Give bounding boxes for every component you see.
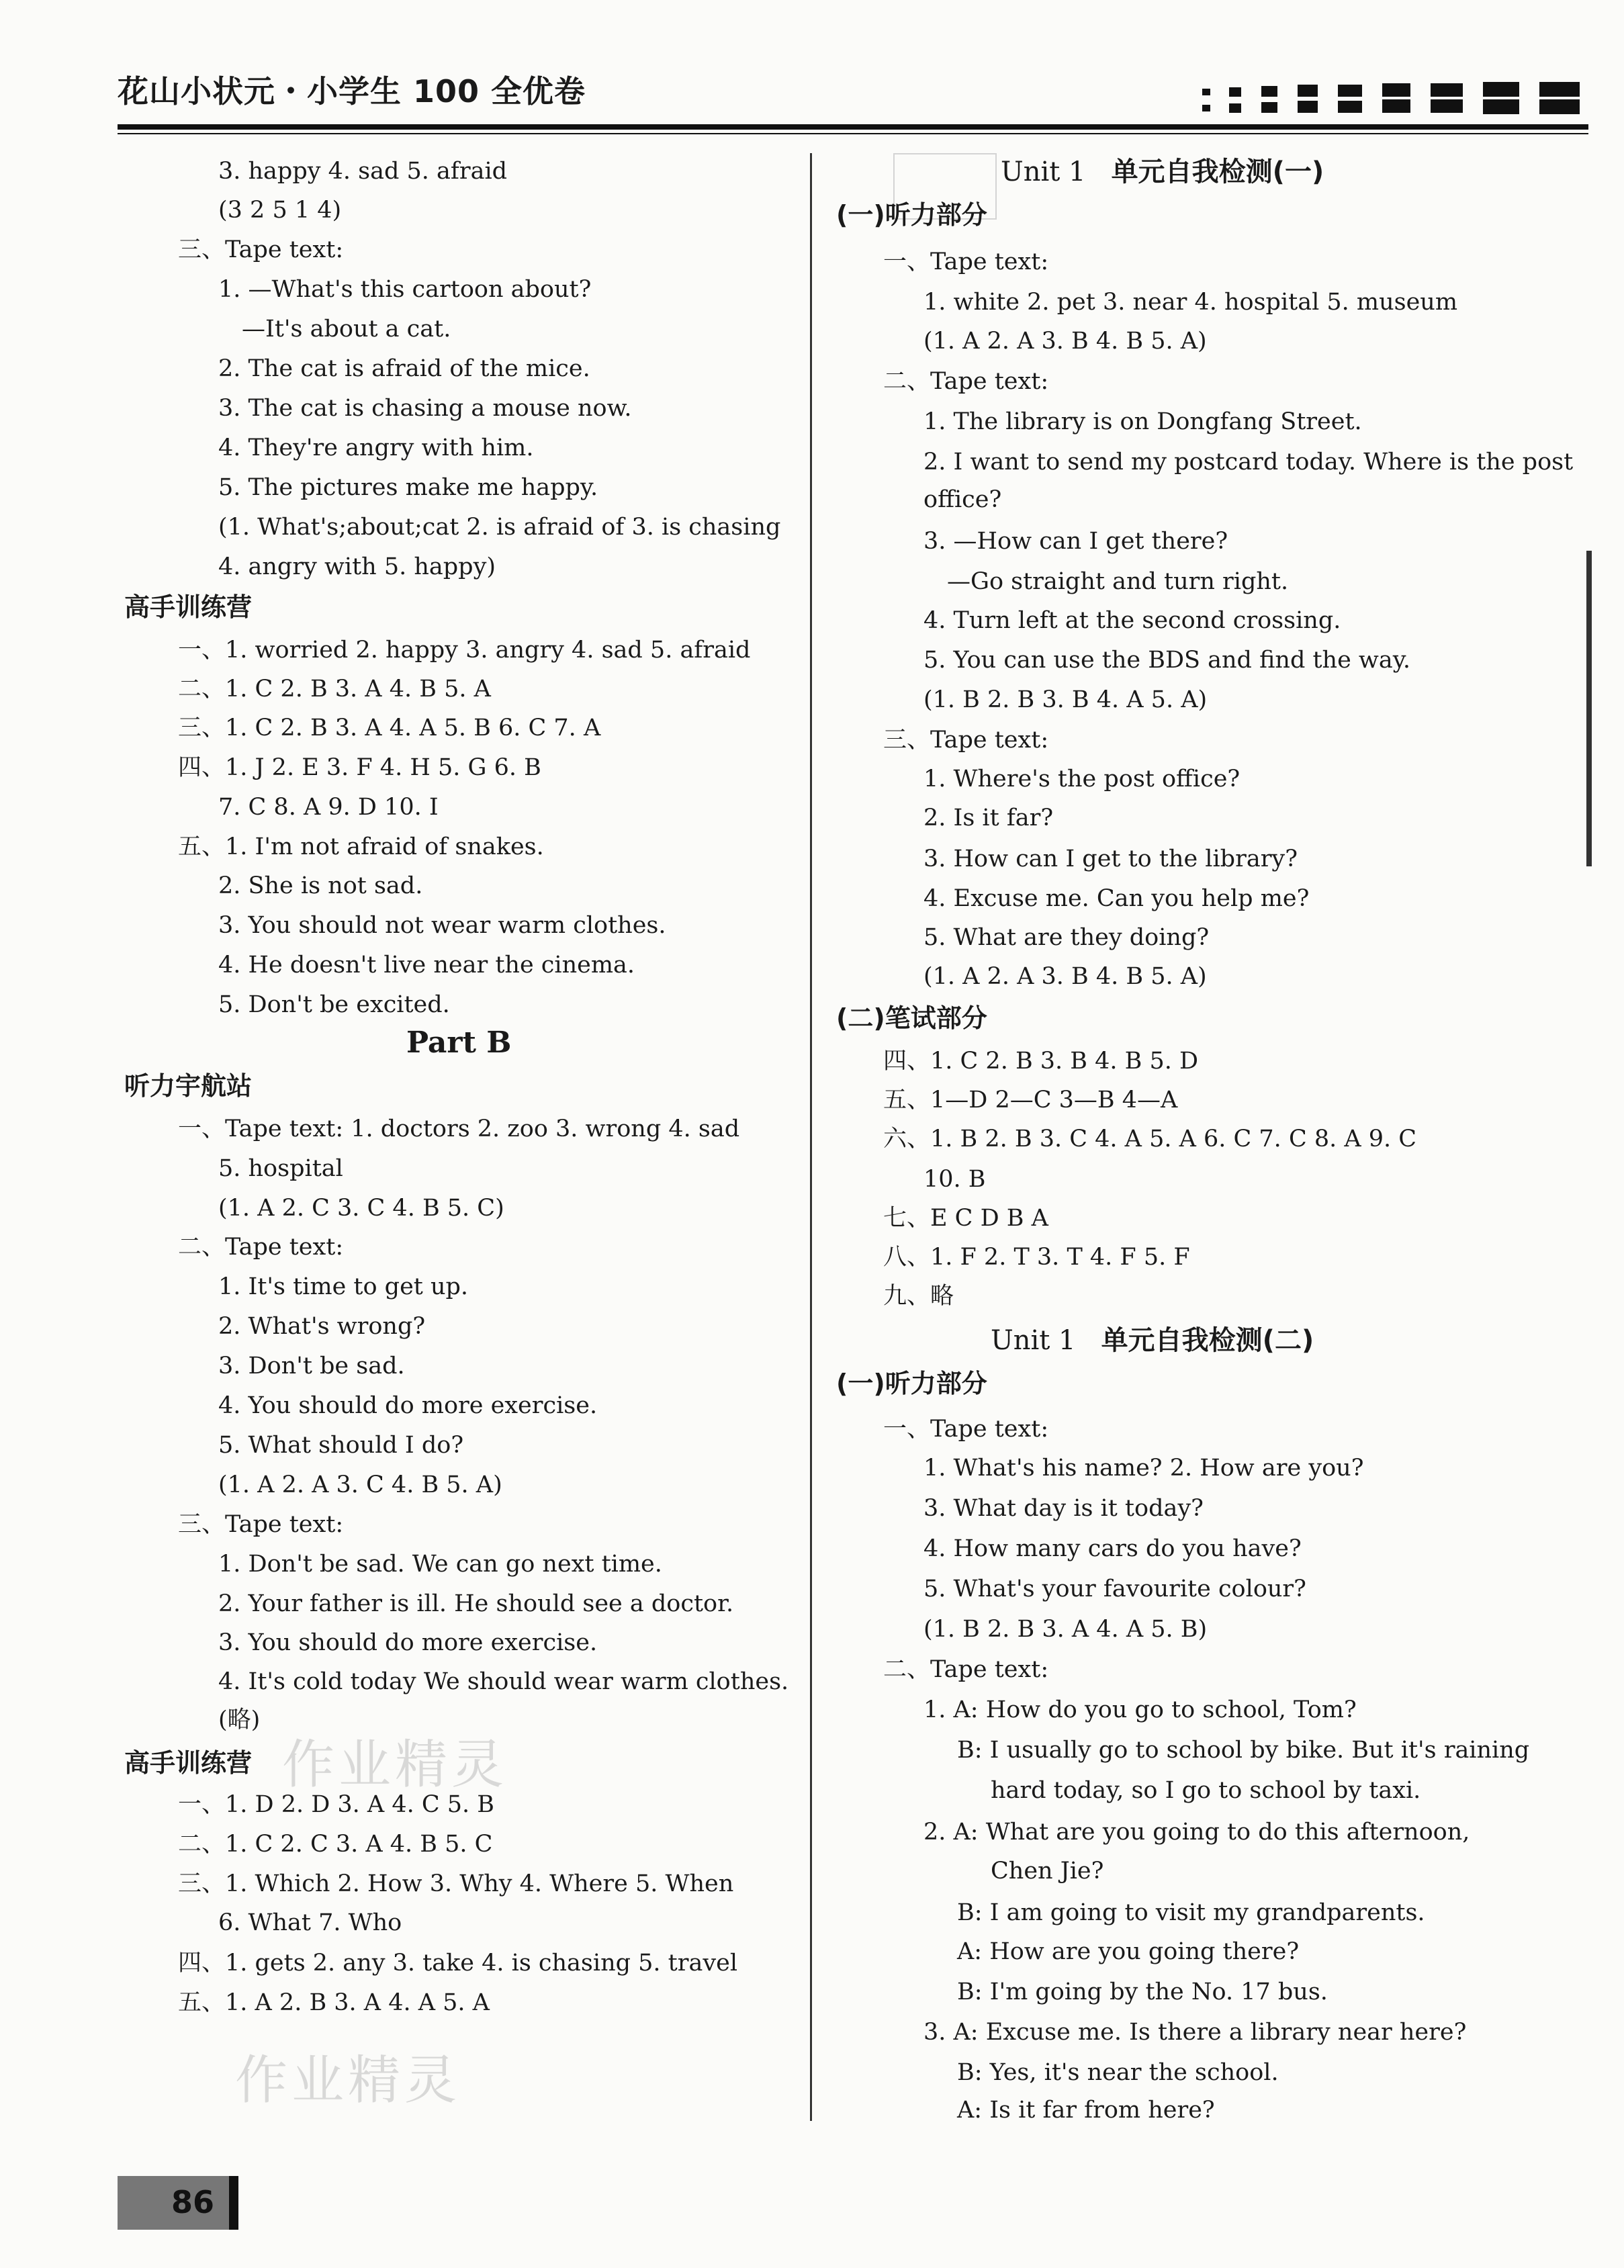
answer-line: 5. What are they doing?	[923, 924, 1210, 951]
answer-line: 三、1. Which 2. How 3. Why 4. Where 5. When	[178, 1870, 734, 1897]
column-divider	[810, 153, 812, 2121]
unit-heading	[991, 1327, 1314, 1354]
answer-line: (1. A 2. A 3. B 4. B 5. A)	[923, 963, 1207, 990]
answer-line: A: How are you going there?	[957, 1938, 1300, 1965]
answer-line: 4. Excuse me. Can you help me?	[923, 885, 1310, 912]
watermark-1: 作业精灵	[282, 1735, 508, 1795]
answer-line: —Go straight and turn right.	[947, 568, 1289, 595]
answer-line: 五、1. I'm not afraid of snakes.	[178, 833, 544, 860]
answer-line: (1. A 2. A 3. B 4. B 5. A)	[923, 328, 1207, 355]
section-heading: (一)听力部分	[836, 1369, 987, 1398]
section-heading: (一)听力部分	[836, 200, 987, 230]
answer-line: 一、1. worried 2. happy 3. angry 4. sad 5. afraid	[178, 637, 751, 664]
answer-line: 3. happy 4. sad 5. afraid	[218, 158, 508, 185]
answer-line: —It's about a cat.	[242, 316, 451, 343]
unit-label: Unit 1	[1001, 156, 1086, 187]
unit-heading	[1001, 158, 1324, 185]
answer-line: 三、Tape text:	[178, 236, 344, 263]
answer-line: 二、1. C 2. C 3. A 4. B 5. C	[178, 1831, 493, 1858]
answer-line: (3 2 5 1 4)	[218, 197, 342, 224]
answer-line: 九、略	[883, 1283, 954, 1310]
answer-line: hard today, so I go to school by taxi.	[991, 1777, 1421, 1804]
answer-line: 3. Don't be sad.	[218, 1353, 405, 1379]
answer-line: 2. Your father is ill. He should see a doctor.	[218, 1590, 734, 1617]
answer-line: 4. You should do more exercise.	[218, 1392, 598, 1419]
answer-line: 六、1. B 2. B 3. C 4. A 5. A 6. C 7. C 8. A 9. C	[883, 1126, 1417, 1152]
answer-line: 一、Tape text: 1. doctors 2. zoo 3. wrong 4. sad	[178, 1116, 740, 1142]
answer-line: 3. A: Excuse me. Is there a library near here?	[923, 2019, 1467, 2046]
section-heading: 高手训练营	[124, 592, 253, 622]
answer-line: B: I'm going by the No. 17 bus.	[957, 1979, 1328, 2005]
binding-edge-mark	[1586, 551, 1592, 866]
unit-title: 单元自我检测(一)	[1111, 156, 1324, 187]
answer-line: 1. A: How do you go to school, Tom?	[923, 1696, 1357, 1723]
answer-line: 2. The cat is afraid of the mice.	[218, 355, 590, 382]
answer-line: 6. What 7. Who	[218, 1909, 402, 1936]
section-heading: 高手训练营	[124, 1748, 253, 1778]
answer-line: 7. C 8. A 9. D 10. I	[218, 794, 439, 821]
answer-line: 1. It's time to get up.	[218, 1273, 469, 1300]
answer-line: 5. You can use the BDS and find the way.	[923, 647, 1411, 674]
answer-line: 4. How many cars do you have?	[923, 1535, 1302, 1562]
answer-line: 1. What's his name? 2. How are you?	[923, 1455, 1364, 1482]
answer-line: 4. It's cold today We should wear warm clothes.	[218, 1668, 789, 1695]
answer-line: (略)	[218, 1707, 261, 1733]
answer-line: 10. B	[923, 1166, 986, 1193]
answer-line: 3. You should do more exercise.	[218, 1629, 598, 1656]
answer-line: 三、Tape text:	[178, 1511, 344, 1538]
answer-line: 3. What day is it today?	[923, 1495, 1204, 1522]
answer-line: 2. She is not sad.	[218, 872, 423, 899]
unit-label: Unit 1	[991, 1325, 1076, 1356]
answer-line: 5. Don't be excited.	[218, 991, 450, 1018]
answer-line: 五、1. A 2. B 3. A 4. A 5. A	[178, 1989, 490, 2016]
answer-line: 3. The cat is chasing a mouse now.	[218, 395, 632, 422]
section-heading: 听力宇航站	[124, 1071, 253, 1101]
unit-title: 单元自我检测(二)	[1101, 1325, 1314, 1356]
header-rule-thin	[118, 133, 1588, 134]
answer-line: B: Yes, it's near the school.	[957, 2059, 1279, 2086]
answer-line: 五、1—D 2—C 3—B 4—A	[883, 1087, 1178, 1114]
answer-line: B: I usually go to school by bike. But it's raining	[957, 1737, 1530, 1764]
answer-line: 1. —What's this cartoon about?	[218, 276, 592, 303]
answer-line: (1. B 2. B 3. B 4. A 5. A)	[923, 686, 1208, 713]
answer-line: 3. How can I get to the library?	[923, 846, 1298, 872]
answer-line: 1. Don't be sad. We can go next time.	[218, 1551, 662, 1578]
answer-line: 四、1. C 2. B 3. B 4. B 5. D	[883, 1048, 1199, 1075]
answer-line: 二、1. C 2. B 3. A 4. B 5. A	[178, 676, 491, 702]
answer-line: 4. Turn left at the second crossing.	[923, 607, 1341, 634]
page-number-tab	[118, 2176, 238, 2230]
answer-line: 一、1. D 2. D 3. A 4. C 5. B	[178, 1791, 494, 1818]
answer-line: (1. B 2. B 3. A 4. A 5. B)	[923, 1616, 1208, 1643]
answer-line: 5. What's your favourite colour?	[923, 1576, 1306, 1602]
answer-line: 四、1. gets 2. any 3. take 4. is chasing 5. travel	[178, 1950, 738, 1977]
answer-line: 三、Tape text:	[883, 727, 1049, 754]
answer-line: 1. Where's the post office?	[923, 766, 1240, 792]
answer-line: 八、1. F 2. T 3. T 4. F 5. F	[883, 1244, 1190, 1271]
answer-line: 5. hospital	[218, 1155, 343, 1182]
answer-line: 4. angry with 5. happy)	[218, 553, 496, 580]
answer-line: 一、Tape text:	[883, 248, 1049, 275]
answer-line: 二、Tape text:	[883, 368, 1049, 395]
answer-line: 二、Tape text:	[883, 1656, 1049, 1683]
answer-line: 七、E C D B A	[883, 1205, 1048, 1232]
answer-line: 一、Tape text:	[883, 1416, 1049, 1443]
answer-line: (1. A 2. A 3. C 4. B 5. A)	[218, 1471, 502, 1498]
header-rule	[118, 124, 1588, 130]
page-number: 86	[171, 2184, 215, 2220]
answer-line: 四、1. J 2. E 3. F 4. H 5. G 6. B	[178, 754, 541, 781]
answer-line: 4. They're angry with him.	[218, 435, 534, 461]
answer-line: (1. A 2. C 3. C 4. B 5. C)	[218, 1195, 504, 1222]
answer-line: 5. The pictures make me happy.	[218, 474, 598, 501]
answer-line: 1. The library is on Dongfang Street.	[923, 408, 1362, 435]
answer-line: 2. What's wrong?	[218, 1313, 426, 1340]
answer-line: 4. He doesn't live near the cinema.	[218, 952, 635, 979]
answer-line: 5. What should I do?	[218, 1432, 464, 1459]
answer-line: office?	[923, 486, 1002, 513]
answer-line: 2. Is it far?	[923, 805, 1054, 831]
answer-line: 2. I want to send my postcard today. Where is the post	[923, 449, 1574, 475]
answer-line: (1. What's;about;cat 2. is afraid of 3. is chasing	[218, 514, 781, 541]
answer-line: 二、Tape text:	[178, 1234, 344, 1261]
answer-line: B: I am going to visit my grandparents.	[957, 1899, 1425, 1926]
section-heading: (二)笔试部分	[836, 1003, 987, 1033]
answer-line: 2. A: What are you going to do this afternoon,	[923, 1819, 1470, 1846]
answer-line: 3. You should not wear warm clothes.	[218, 912, 666, 939]
watermark-2: 作业精灵	[235, 2050, 461, 2111]
part-heading: Part B	[406, 1026, 512, 1060]
answer-line: A: Is it far from here?	[957, 2097, 1215, 2124]
answer-line: 三、1. C 2. B 3. A 4. A 5. B 6. C 7. A	[178, 715, 601, 741]
header-title: 花山小状元・小学生 100 全优卷	[118, 73, 586, 109]
answer-line: Chen Jie?	[991, 1858, 1104, 1885]
answer-line: 3. —How can I get there?	[923, 528, 1228, 555]
answer-line: 1. white 2. pet 3. near 4. hospital 5. museum	[923, 289, 1458, 316]
